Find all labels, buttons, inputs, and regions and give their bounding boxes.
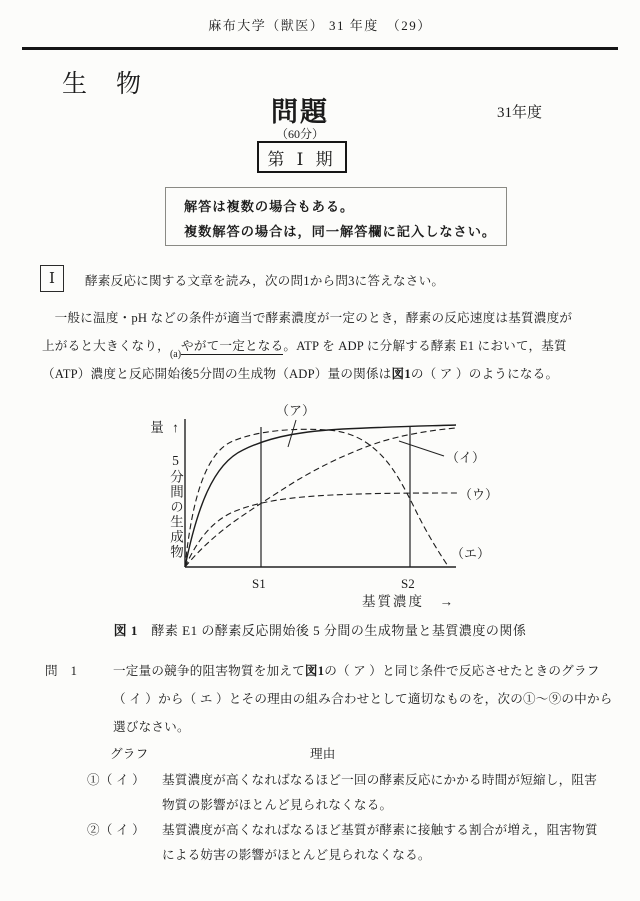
option2-reason-line-1: 基質濃度が高くなればなるほど基質が酵素に接触する割合が増え，阻害物質 [162,823,598,837]
question1-label: 問 1 [45,664,78,678]
underlined-phrase: やがて一定となる [181,339,284,353]
annotation-a: (a) [169,349,182,360]
s2-tick-label: S2 [401,576,415,591]
question1-line-3: 選びなさい。 [113,720,190,734]
subject-title: 生 物 [62,71,144,98]
figure-caption [0,620,640,639]
q1-line1-post: の（ ア ）と同じ条件で反応させたときのグラフ [324,664,600,678]
s1-tick-label: S1 [252,576,266,591]
figure-graph [140,392,505,614]
paragraph-line3-post: の（ ア ）のようになる。 [410,367,559,381]
column-header-graph: グラフ [110,747,149,761]
option1-reason-line-2: 物質の影響がほとんど見られなくなる。 [162,798,393,812]
figure-x-axis-label: 基質濃度 → [362,594,455,609]
header-rule [22,47,618,50]
exam-year: 31年度 [497,105,543,121]
figure-y-axis-label: ↑ 5分間の生成物量 [148,420,183,560]
page-header: 麻布大学（獣医） 31 年度 （29） [208,18,432,33]
curve-i-dashed [185,428,456,567]
option1-choice [87,769,145,788]
q1-fig1-ref-bold: 図1 [304,664,325,678]
figure-caption-text: 酵素 E1 の酵素反応開始後 5 分間の生成物量と基質濃度の関係 [137,623,527,638]
option1-number: ① [87,773,100,787]
section-intro: 酵素反応に関する文章を読み，次の問1から問3に答えなさい。 [85,274,445,288]
paragraph-line2-post: 。ATP を ADP に分解する酵素 E1 において，基質 [283,339,567,353]
curve-e-dashed [185,429,448,567]
period-label: 第 Ⅰ 期 [267,149,337,169]
figure-caption-label: 図 1 [113,623,138,638]
paragraph-line2-pre: 上がると大きくなり， [42,339,170,353]
column-header-reason: 理由 [310,747,336,761]
option2-reason-line-2: による妨害の影響がほとんど見られなくなる。 [162,848,431,862]
notice-box [165,187,507,246]
curve-i-label: （イ） [446,450,486,465]
q1-line1-pre: 一定量の競争的阻害物質を加えて [113,664,305,678]
option1-graph: （ イ ） [99,773,145,787]
paragraph-line3-pre: （ATP）濃度と反応開始後5分間の生成物（ADP）量の関係は [42,367,392,381]
curve-u-dashed [185,493,457,567]
option2-graph: （ イ ） [99,823,145,837]
section-marker-box [40,265,64,292]
fig1-ref-bold: 図1 [391,367,411,381]
paragraph-line-2 [42,335,567,360]
exam-duration: （60分） [275,127,324,141]
section-marker: Ⅰ [49,271,55,287]
curve-a-label: （ア） [276,403,316,418]
notice-line-2: 複数解答の場合は，同一解答欄に記入しなさい。 [184,224,497,239]
notice-line-1: 解答は複数の場合もある。 [184,199,355,214]
paragraph-line-3 [42,363,558,382]
leader-line-i [399,441,444,456]
question1-line-2: （ イ ）から（ エ ）とその理由の組み合わせとして適切なものを，次の①～⑨の中から [113,692,613,706]
curve-u-label: （ウ） [459,487,499,502]
curve-e-label: （エ） [451,546,491,561]
exam-heading: 問題 [271,97,329,127]
option1-reason-line-1: 基質濃度が高くなればなるほど一回の酵素反応にかかる時間が短縮し，阻害 [162,773,597,787]
period-box [257,141,347,173]
option2-number: ② [87,823,100,837]
paragraph-line-1: 一般に温度・pH などの条件が適当で酵素濃度が一定のとき，酵素の反応速度は基質濃度が [54,311,573,325]
option2-choice [87,819,145,838]
question1-line-1 [113,660,600,679]
